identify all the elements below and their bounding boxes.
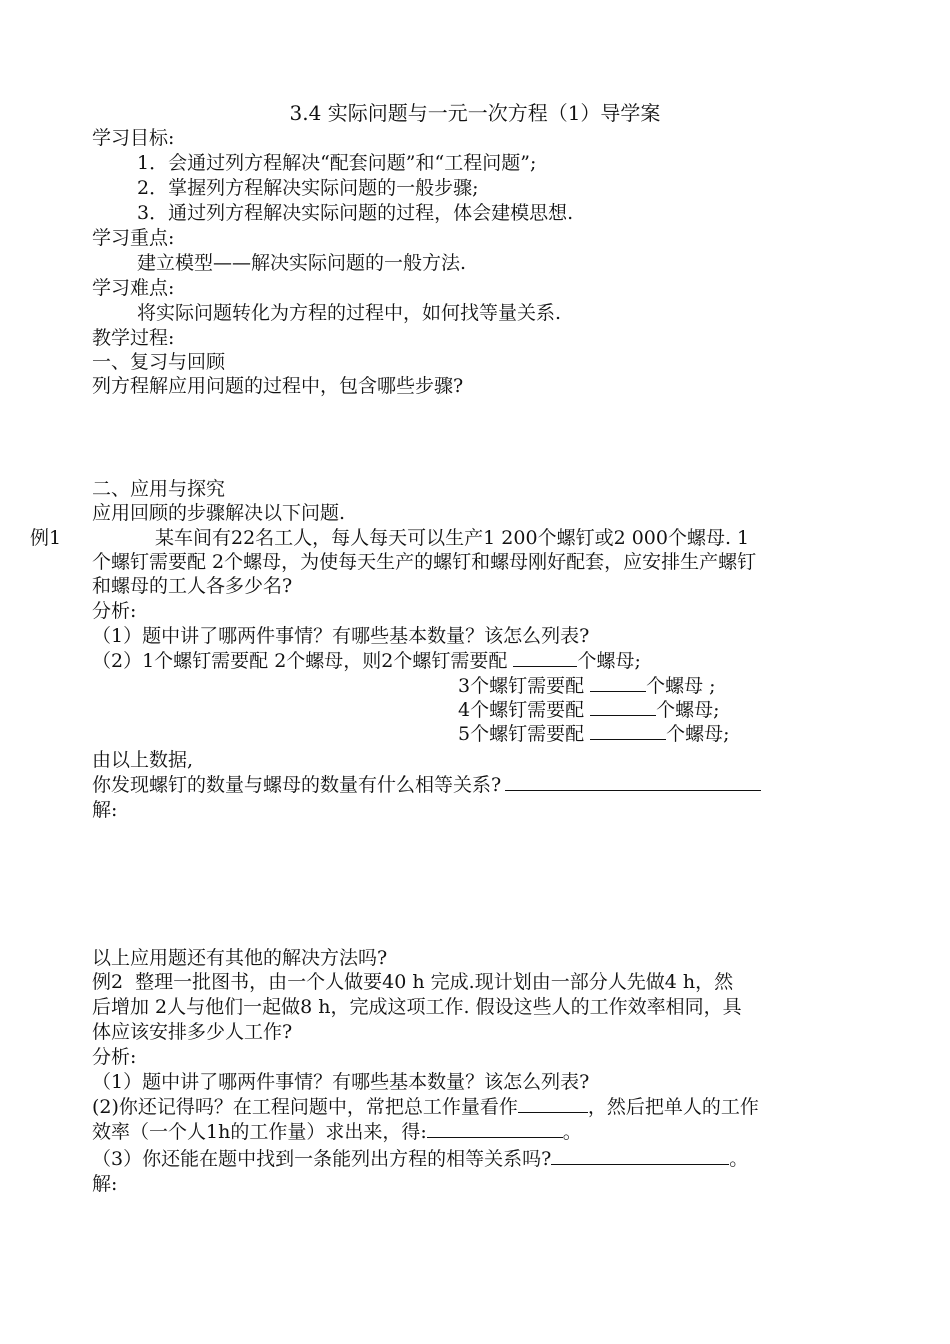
ratio-row xyxy=(458,674,716,698)
answer-blank[interactable] xyxy=(590,722,666,740)
example1-text: 某车间有22名工人，每人每天可以生产1 200个螺钉或2 000个螺母. 1 xyxy=(155,527,750,549)
example2-question-3 xyxy=(92,1147,748,1171)
question-text: （3）你还能在题中找到一条能列出方程的相等关系吗? xyxy=(92,1148,552,1170)
question-text: 效率（一个人1h的工作量）求出来，得: xyxy=(92,1121,427,1143)
example2-question-2-cont xyxy=(92,1120,582,1144)
answer-blank[interactable] xyxy=(590,674,646,692)
other-methods: 以上应用题还有其他的解决方法吗? xyxy=(92,947,388,969)
answer-blank[interactable] xyxy=(427,1120,563,1138)
ratio-text: 4个螺钉需要配 xyxy=(458,699,591,721)
question-text: 个螺母; xyxy=(577,650,641,672)
section2-intro: 应用回顾的步骤解决以下问题. xyxy=(92,502,346,524)
answer-blank[interactable] xyxy=(505,773,761,791)
question-text: (2)你还记得吗？在工程问题中，常把总工作量看作 xyxy=(92,1096,518,1118)
key-point-text: 建立模型——解决实际问题的一般方法. xyxy=(137,252,467,274)
example2-analysis: 分析: xyxy=(92,1046,137,1068)
example1-label: 例1 xyxy=(30,527,62,549)
difficulty-heading: 学习难点: xyxy=(92,277,175,299)
ratio-row xyxy=(458,698,720,722)
example1-text: 和螺母的工人各多少名? xyxy=(92,575,293,597)
example2-question-2 xyxy=(92,1095,759,1119)
difficulty-text: 将实际问题转化为方程的过程中，如何找等量关系. xyxy=(137,302,562,324)
example2-text: 体应该安排多少人工作? xyxy=(92,1021,293,1043)
answer-blank[interactable] xyxy=(518,1095,588,1113)
example2-question-1: （1）题中讲了哪两件事情？有哪些基本数量？该怎么列表? xyxy=(92,1071,590,1093)
question-text: 你发现螺钉的数量与螺母的数量有什么相等关系? xyxy=(92,774,502,796)
section1-question: 列方程解应用问题的过程中，包含哪些步骤? xyxy=(92,375,464,397)
objective-item: 2．掌握列方程解决实际问题的一般步骤; xyxy=(137,177,479,199)
solution-label: 解: xyxy=(92,1173,118,1195)
example2-text: 例2 整理一批图书，由一个人做要40 h 完成.现计划由一部分人先做4 h，然 xyxy=(92,971,734,993)
key-point-heading: 学习重点: xyxy=(92,227,175,249)
example1-analysis: 分析: xyxy=(92,600,137,622)
answer-blank[interactable] xyxy=(551,1147,729,1165)
solution-label: 解: xyxy=(92,799,118,821)
ratio-text: 个螺母; xyxy=(656,699,720,721)
ratio-text: 个螺母; xyxy=(666,723,730,745)
example2-text: 后增加 2人与他们一起做8 h，完成这项工作. 假设这些人的工作效率相同，具 xyxy=(92,996,742,1018)
question-text: 。 xyxy=(729,1148,749,1170)
ratio-text: 个螺母 ; xyxy=(646,675,716,697)
data-line: 由以上数据, xyxy=(92,749,194,771)
question-text: 。 xyxy=(562,1121,582,1143)
question-text: ，然后把单人的工作 xyxy=(587,1096,759,1118)
question-text: （2）1个螺钉需要配 2个螺母，则2个螺钉需要配 xyxy=(92,650,514,672)
answer-blank[interactable] xyxy=(590,698,656,716)
answer-blank[interactable] xyxy=(513,649,577,667)
ratio-text: 3个螺钉需要配 xyxy=(458,675,591,697)
section1-heading: 一、复习与回顾 xyxy=(92,351,226,373)
example1-question-1: （1）题中讲了哪两件事情？有哪些基本数量？该怎么列表? xyxy=(92,625,590,647)
process-heading: 教学过程: xyxy=(92,327,175,349)
section2-heading: 二、应用与探究 xyxy=(92,478,226,500)
objectives-heading: 学习目标: xyxy=(92,127,175,149)
objective-item: 1．会通过列方程解决“配套问题”和“工程问题”; xyxy=(137,152,537,174)
example1-text: 个螺钉需要配 2个螺母，为使每天生产的螺钉和螺母刚好配套，应安排生产螺钉 xyxy=(92,551,757,573)
ratio-row xyxy=(458,722,730,746)
ratio-text: 5个螺钉需要配 xyxy=(458,723,591,745)
relation-question xyxy=(92,773,761,797)
example1-question-2 xyxy=(92,649,641,673)
objective-item: 3．通过列方程解决实际问题的过程，体会建模思想. xyxy=(137,202,574,224)
page-title: 3.4 实际问题与一元一次方程（1）导学案 xyxy=(289,101,661,125)
